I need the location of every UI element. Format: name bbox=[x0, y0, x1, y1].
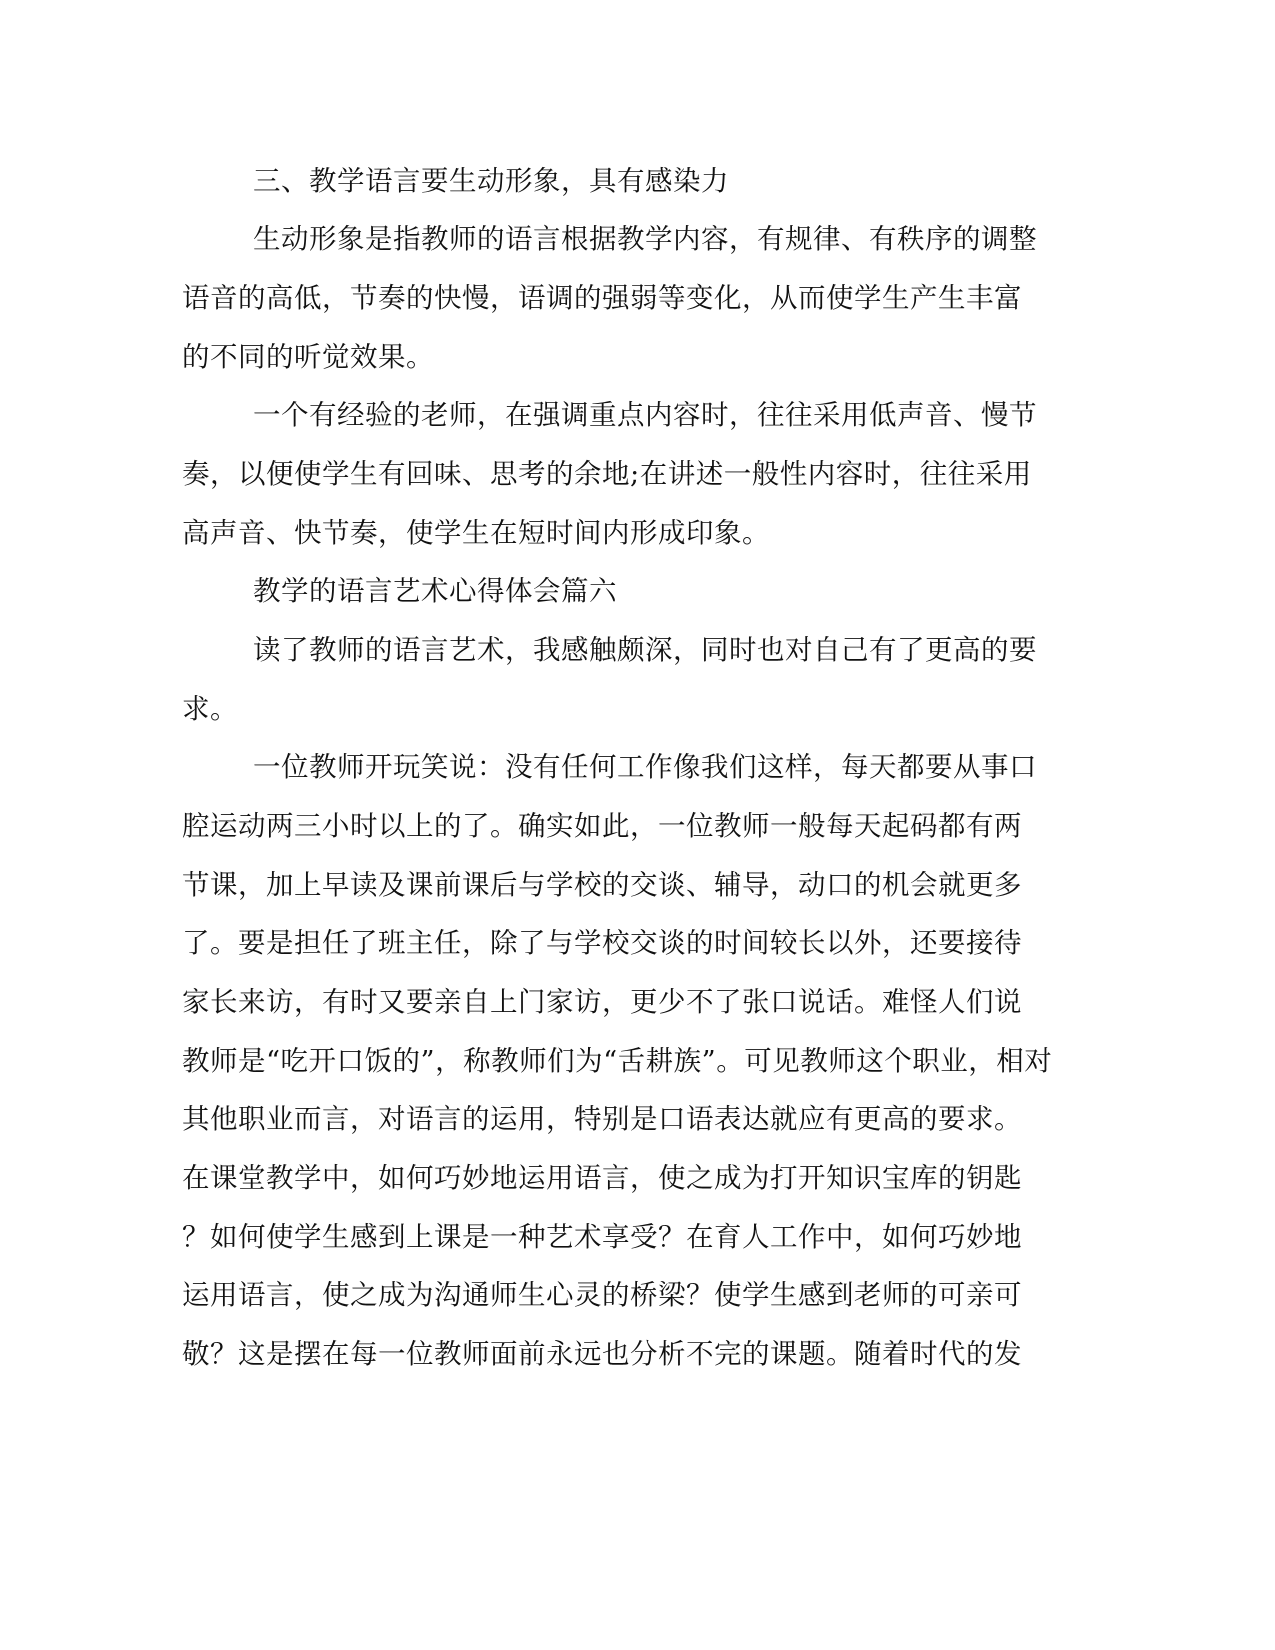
paragraph-line: 高声音、快节奏，使学生在短时间内形成印象。 bbox=[182, 517, 770, 549]
paragraph-line: 一位教师开玩笑说：没有任何工作像我们这样，每天都要从事口 bbox=[253, 751, 1037, 783]
paragraph-line: 读了教师的语言艺术，我感触颇深，同时也对自己有了更高的要 bbox=[253, 634, 1037, 666]
paragraph-line: 奏，以便使学生有回味、思考的余地;在讲述一般性内容时，往往采用 bbox=[182, 458, 1032, 490]
paragraph-line: 在课堂教学中，如何巧妙地运用语言，使之成为打开知识宝库的钥匙 bbox=[182, 1162, 1022, 1194]
paragraph-line: 运用语言，使之成为沟通师生心灵的桥梁？使学生感到老师的可亲可 bbox=[182, 1279, 1022, 1311]
paragraph-line: 腔运动两三小时以上的了。确实如此，一位教师一般每天起码都有两 bbox=[182, 810, 1022, 842]
paragraph-line: 生动形象是指教师的语言根据教学内容，有规律、有秩序的调整 bbox=[253, 223, 1037, 255]
paragraph-line: 语音的高低，节奏的快慢，语调的强弱等变化，从而使学生产生丰富 bbox=[182, 282, 1022, 314]
paragraph-line: 一个有经验的老师，在强调重点内容时，往往采用低声音、慢节 bbox=[253, 399, 1037, 431]
paragraph-line: 节课，加上早读及课前课后与学校的交谈、辅导，动口的机会就更多 bbox=[182, 869, 1022, 901]
section-heading: 三、教学语言要生动形象，具有感染力 bbox=[253, 165, 729, 197]
paragraph-line: 的不同的听觉效果。 bbox=[182, 341, 434, 373]
paragraph-line: 求。 bbox=[182, 693, 238, 725]
paragraph-line: 敬？这是摆在每一位教师面前永远也分析不完的课题。随着时代的发 bbox=[182, 1338, 1022, 1370]
paragraph-line: 教师是“吃开口饭的”，称教师们为“舌耕族”。可见教师这个职业，相对 bbox=[182, 1045, 1053, 1077]
paragraph-line: 其他职业而言，对语言的运用，特别是口语表达就应有更高的要求。 bbox=[182, 1103, 1022, 1135]
paragraph-line: ？如何使学生感到上课是一种艺术享受？在育人工作中，如何巧妙地 bbox=[182, 1221, 1022, 1253]
paragraph-line: 家长来访，有时又要亲自上门家访，更少不了张口说话。难怪人们说 bbox=[182, 986, 1022, 1018]
paragraph-line: 了。要是担任了班主任，除了与学校交谈的时间较长以外，还要接待 bbox=[182, 927, 1022, 959]
section-heading: 教学的语言艺术心得体会篇六 bbox=[253, 575, 617, 607]
